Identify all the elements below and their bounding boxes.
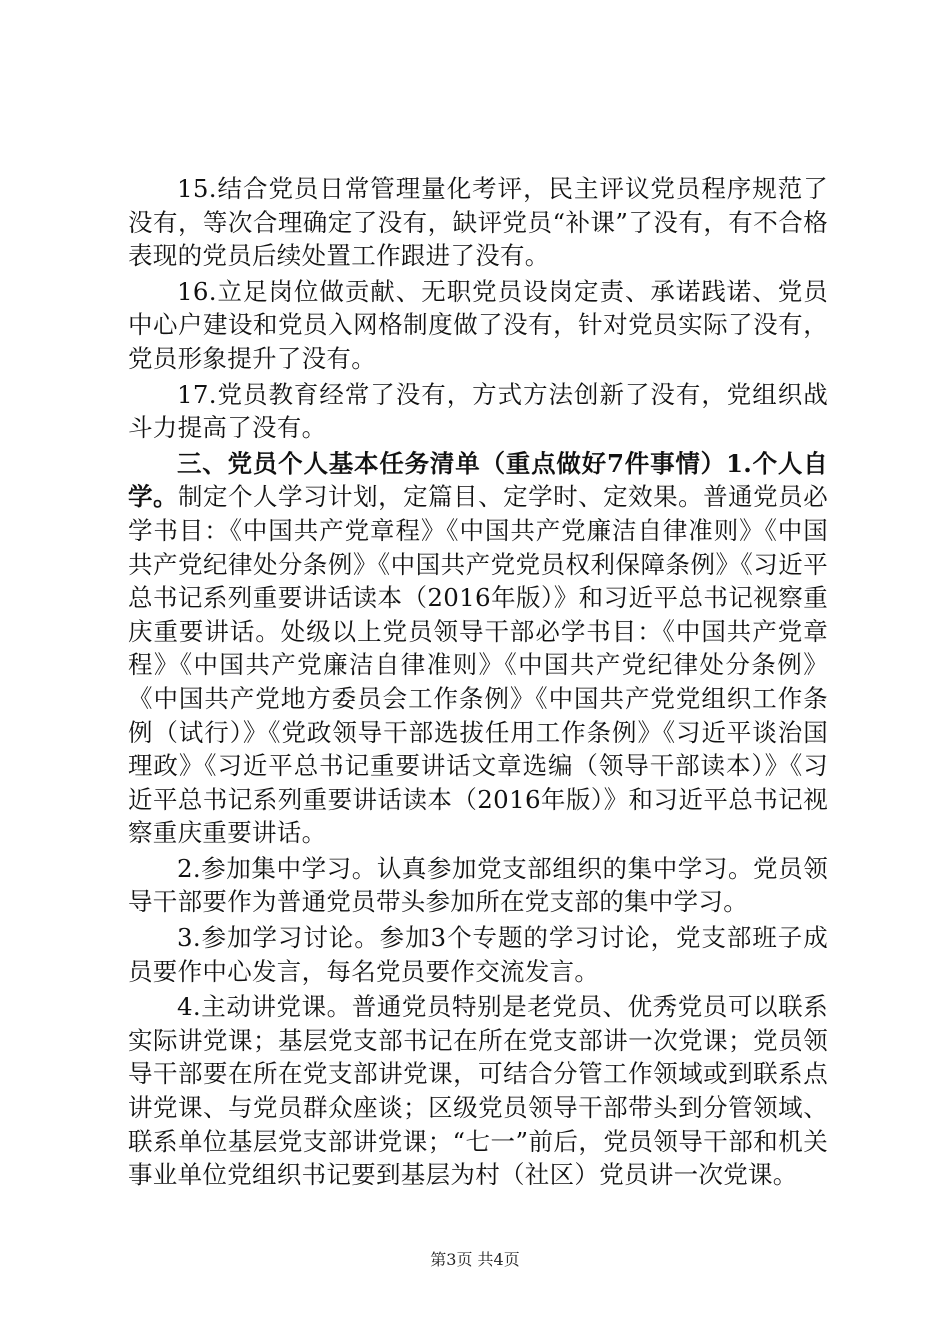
paragraph-item-3: 3.参加学习讨论。参加3个专题的学习讨论，党支部班子成员要作中心发言，每名党员要作交流发言。	[128, 923, 828, 986]
paragraph-17: 17.党员教育经常了没有，方式方法创新了没有，党组织战斗力提高了没有。	[128, 379, 828, 443]
paragraph-item-4: 4.主动讲党课。普通党员特别是老党员、优秀党员可以联系实际讲党课；基层党支部书记在所在党支部讲一次党课；党员领导干部要在所在党支部讲党课，可结合分管工作领域或到联系点讲党课、与党员群众座谈；区级党员领导干部带头到分管领域、联系单位基层党支部讲党课；“七一”前后，党员领导干部和机关事业单位党组织书记要到基层为村（社区）党员讲一次党课。	[128, 992, 828, 1190]
section-body: 制定个人学习计划，定篇目、定学时、定效果。普通党员必学书目：《中国共产党章程》《中国共产党廉洁自律准则》《中国共产党纪律处分条例》《中国共产党党员权利保障条例》《习近平总书记系列重要讲话读本（2016年版）》和习近平总书记视察重庆重要讲话。处级以上党员领导干部必学书目：《中国共产党章程》《中国共产党廉洁自律准则》《中国共产党纪律处分条例》《中国共产党地方委员会工作条例》《中国共产党党组织工作条例（试行）》《党政领导干部选拔任用工作条例》《习近平谈治国理政》《习近平总书记重要讲话文章选编（领导干部读本）》《习近平总书记系列重要讲话读本（2016年版）》和习近平总书记视察重庆重要讲话。	[128, 482, 828, 848]
paragraph-section-three	[128, 447, 828, 850]
section-heading: 三、党员个人基本任务清单（重点做好7件事情）1.个人自学。	[128, 448, 828, 512]
page-footer: 第3页 共4页	[430, 1250, 520, 1269]
paragraph-16: 16.立足岗位做贡献、无职党员设岗定责、承诺践诺、党员中心户建设和党员入网格制度做了没有，针对党员实际了没有，党员形象提升了没有。	[128, 276, 828, 373]
paragraph-item-2: 2.参加集中学习。认真参加党支部组织的集中学习。党员领导干部要作为普通党员带头参加所在党支部的集中学习。	[128, 853, 828, 917]
document-body	[128, 172, 828, 1192]
paragraph-15: 15.结合党员日常管理量化考评，民主评议党员程序规范了没有，等次合理确定了没有，缺评党员“补课”了没有，有不合格表现的党员后续处置工作跟进了没有。	[128, 174, 828, 271]
